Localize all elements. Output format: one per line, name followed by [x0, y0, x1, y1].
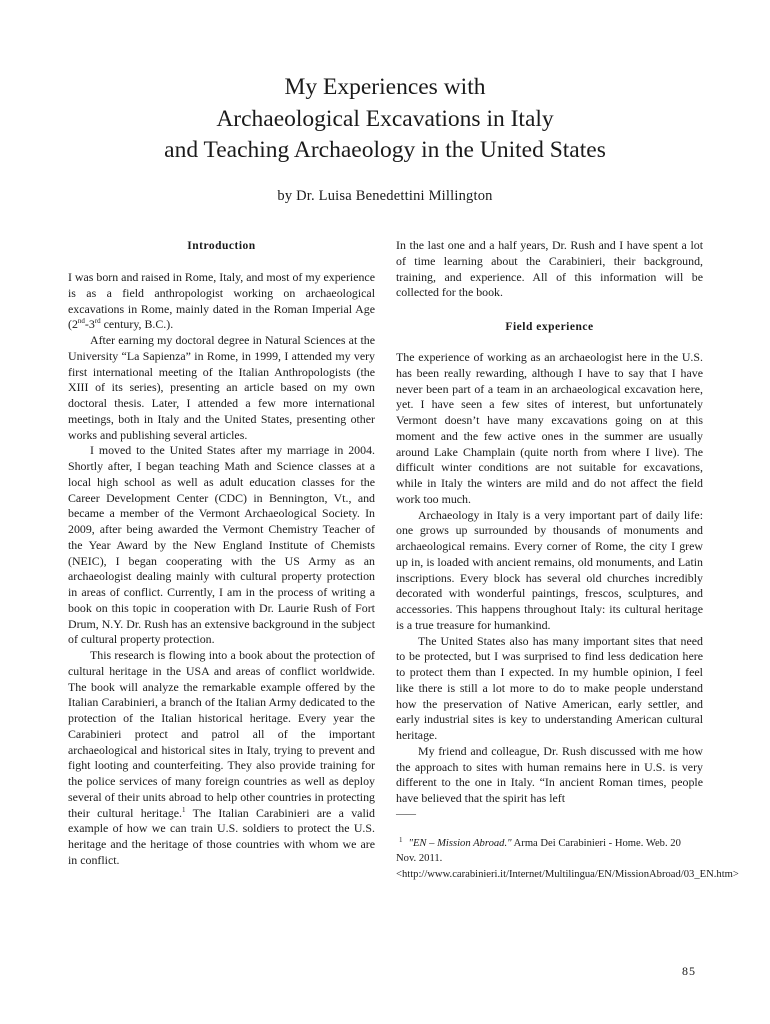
footnote-reference-1: 1 — [181, 805, 186, 814]
intro-paragraph-5: In the last one and a half years, Dr. Rush and I have spent a lot of time learning about the Carabinieri, their background, training, and experience. All of this information will be collected for the book. — [396, 238, 703, 300]
footnote-separator: —— — [396, 808, 416, 820]
intro-paragraph-3: I moved to the United States after my marriage in 2004. Shortly after, I began teaching Math and Science classes at a local high school as well as adult education classes for the Career Development Center (CDC) in Bennington, Vt., and became a member of the Vermont Archaeological Society. In 2009, after being awarded the Vermont Chemistry Teacher of the Year Award by the New England Institute of Chemists (NEIC), I began cooperating with the US Army as an archaeologist dealing mainly with cultural property protection in areas of conflict. Currently, I am in the process of writing a book on this topic in cooperation with Dr. Laurie Rush of Fort Drum, N.Y. Dr. Rush has an extensive background in the subject of cultural property protection. — [68, 443, 375, 647]
footnote — [396, 833, 739, 883]
article-header — [0, 72, 770, 205]
intro-p4-text-b: The Italian Carabinieri are a valid example of how we can train U.S. soldiers to protect the U.S. heritage and the heritage of those countries with whom we are in conflict. — [68, 805, 375, 867]
article-title-line-1: My Experiences with — [284, 74, 486, 100]
footnote-mark: 1 — [399, 835, 403, 844]
field-paragraph-4: My friend and colleague, Dr. Rush discussed with me how the approach to sites with human remains here in U.S. is very different to the one in Italy. “In ancient Roman times, people have believed that the spirit has left — [396, 743, 703, 805]
footnote-body — [396, 833, 739, 883]
intro-p1-text-a: I was born and raised in Rome, Italy, and most of my experience is as a field anthropologist working on archaeological excavations in Rome, mainly dated in the Roman Imperial Age (2 — [68, 270, 375, 332]
footnote-citation: Arma Dei Carabinieri - Home. Web. 20 Nov. 2011. <http://www.carabinieri.it/Internet/Multilingua/EN/MissionAbroad/03_EN.htm> — [396, 837, 739, 880]
left-column — [68, 238, 375, 869]
author-byline: by Dr. Luisa Benedettini Millington — [277, 187, 493, 204]
section-heading-introduction: Introduction — [187, 240, 256, 252]
intro-paragraph-2: After earning my doctoral degree in Natural Sciences at the University “La Sapienza” in Rome, in 1999, I attended my very first international meeting of the Italian Anthropologists (the XIII of its series), presenting an article based on my own doctoral thesis. Later, I attended a few more international meetings, both in Italy and the United States, presenting other works and publishing several articles. — [68, 333, 375, 442]
field-paragraph-3: The United States also has many important sites that need to be protected, but I was surprised to find less dedication here to protect them than I expected. In my humble opinion, I feel like there is still a lot more to do to make people understand how the preservation of Native American, early settler, and early industrial sites is key to understanding American cultural heritage. — [396, 633, 703, 742]
right-column — [396, 238, 739, 882]
article-title-line-2: Archaeological Excavations in Italy — [216, 105, 554, 132]
field-paragraph-2: Archaeology in Italy is a very important part of daily life: one grows up surrounded by thousands of monuments and archaeological remains. Every corner of Rome, the city I grew up in, is loaded with ancient remains, old monuments, and Latin inscriptions. Every block has several old churches incredibly decorated with wonderful paintings, frescos, sculptures, and accessories. This happens throughout Italy: its cultural heritage is a true treasure for humankind. — [396, 507, 703, 632]
intro-p4-text-a: This research is flowing into a book about the protection of cultural heritage in the USA and areas of conflict worldwide. The book will analyze the remarkable example offered by the Italian Carabinieri, a branch of the Italian Army dedicated to the protection of the Italian historical heritage. Every year the Carabinieri protect and patrol all of the important archaeological and historical sites in Italy, trying to prevent and fight looting and counterfeiting. They also provide training for the police services of many foreign countries as well as deploy several of their units abroad to help other countries in protecting their cultural heritage. — [68, 648, 375, 820]
intro-paragraph-1 — [68, 270, 375, 333]
footnote-title: "EN – Mission Abroad." — [408, 837, 512, 849]
superscript-rd: rd — [94, 317, 101, 326]
superscript-nd: nd — [77, 317, 85, 326]
article-title-line-3: and Teaching Archaeology in the United States — [164, 137, 606, 163]
intro-p1-text-c: century, B.C.). — [100, 317, 174, 332]
intro-paragraph-4 — [68, 648, 375, 869]
section-heading-field-experience: Field experience — [505, 321, 594, 333]
field-paragraph-1: The experience of working as an archaeologist here in the U.S. has been really rewarding, although I have to say that I have never been part of a team in an archaeological excavation here, yet. I have seen a few sites of interest, but unfortunately Vermont doesn’t have many excavations going on at this moment and the few active ones in the summer are usually around Lake Champlain (quite north from where I live). The difficult winter conditions are not suitable for excavations, while in Italy the winters are mild and do not affect the field work too much. — [396, 350, 703, 506]
page-number: 85 — [682, 964, 696, 978]
intro-p1-text-b: -3 — [84, 317, 95, 332]
